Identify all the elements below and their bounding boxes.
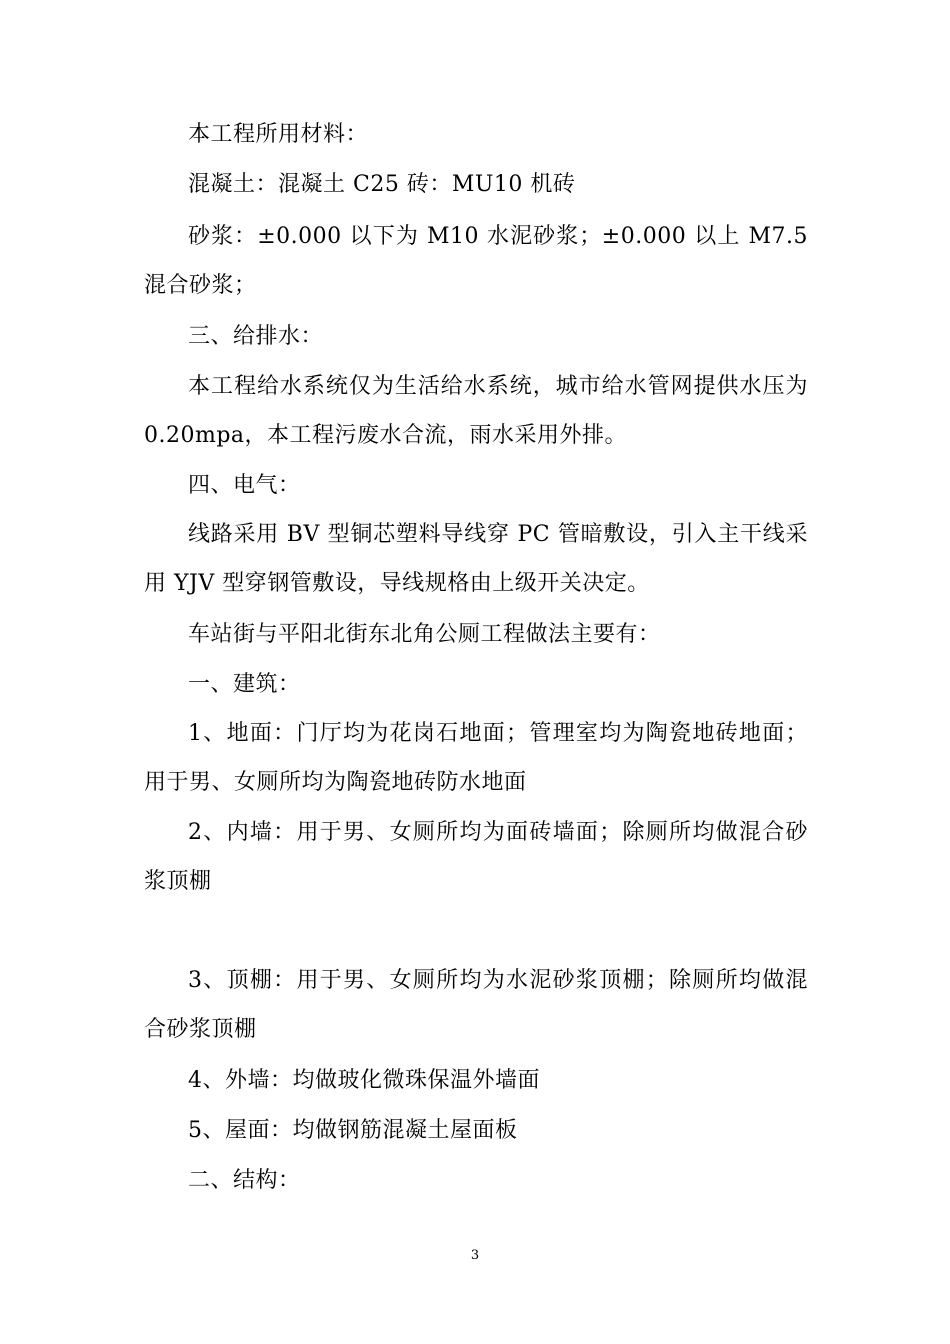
paragraph-floor: 1、地面：门厅均为花岗石地面；管理室均为陶瓷地砖地面；用于男、女厕所均为陶瓷地砖防水地面 — [144, 721, 808, 795]
paragraph-interior-wall: 2、内墙：用于男、女厕所均为面砖墙面；除厕所均做混合砂浆顶棚 — [144, 820, 808, 894]
paragraph-structure-heading: 二、结构： — [188, 1168, 301, 1193]
paragraph-toilet-project: 车站街与平阳北街东北角公厕工程做法主要有： — [188, 622, 661, 647]
paragraph-roof: 5、屋面：均做钢筋混凝土屋面板 — [188, 1118, 518, 1143]
paragraph-materials-heading: 本工程所用材料： — [188, 122, 369, 147]
paragraph-water-supply: 本工程给水系统仅为生活给水系统，城市给水管网提供水压为 0.20mpa，本工程污废水合流，雨水采用外排。 — [144, 374, 808, 448]
paragraph-exterior-wall: 4、外墙：均做玻化微珠保温外墙面 — [188, 1068, 540, 1093]
paragraph-wiring: 线路采用 BV 型铜芯塑料导线穿 PC 管暗敷设，引入主干线采用 YJV 型穿钢管敷设，导线规格由上级开关决定。 — [144, 522, 808, 596]
paragraph-ceiling: 3、顶棚：用于男、女厕所均为水泥砂浆顶棚；除厕所均做混合砂浆顶棚 — [144, 968, 808, 1042]
paragraph-architecture-heading: 一、建筑： — [188, 672, 301, 697]
paragraph-electric-heading: 四、电气： — [188, 473, 301, 498]
page-number: 3 — [470, 1248, 480, 1263]
paragraph-water-heading: 三、给排水： — [188, 324, 324, 349]
paragraph-mortar: 砂浆：±0.000 以下为 M10 水泥砂浆；±0.000 以上 M7.5 混合砂浆； — [144, 224, 808, 298]
paragraph-concrete: 混凝土：混凝土 C25 砖：MU10 机砖 — [188, 172, 576, 197]
